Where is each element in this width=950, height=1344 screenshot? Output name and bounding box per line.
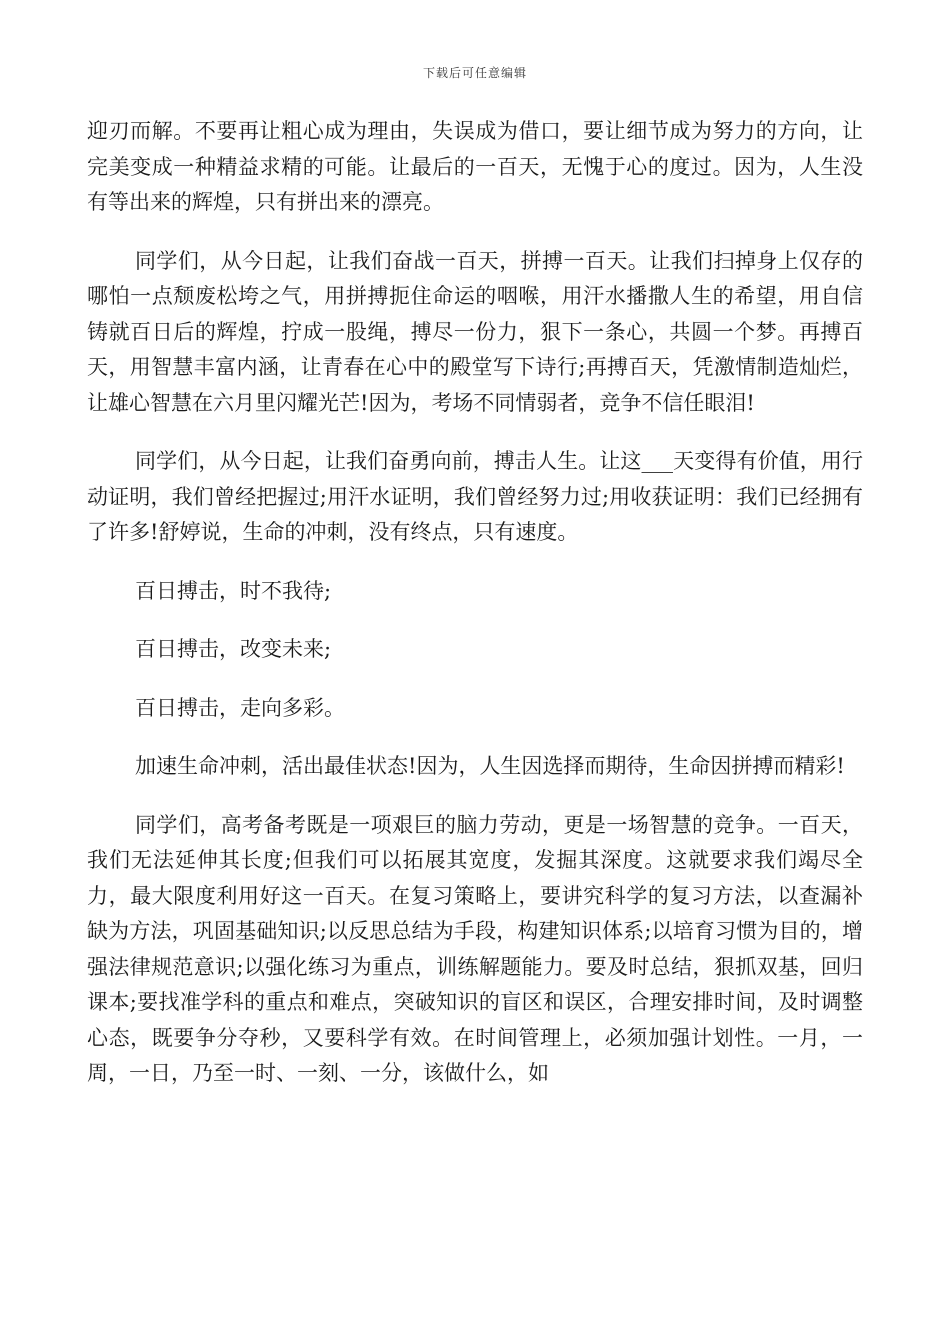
- slogan-line-3: 百日搏击，走向多彩。: [135, 695, 345, 720]
- body-text: [87, 114, 863, 1115]
- paragraph-accelerate: 加速生命冲刺，活出最佳状态!因为，人生因选择而期待，生命因拼搏而精彩!: [135, 754, 845, 778]
- header-note: 下载后可任意编辑: [422, 66, 527, 80]
- slogan-line-2: 百日搏击，改变未来;: [135, 637, 332, 661]
- paragraph-continuation: 迎刃而解。不要再让粗心成为理由，失误成为借口，要让细节成为努力的方向，让完美变成一种精益求精的可能。让最后的一百天，无愧于心的度过。因为，人生没有等出来的辉煌，只有拼出来的漂亮。: [87, 119, 863, 214]
- paragraph-forge-ahead: 同学们，从今日起，让我们奋勇向前，搏击人生。让这___天变得有价值，用行动证明，我们曾经把握过;用汗水证明，我们曾经努力过;用收获证明：我们已经拥有了许多!舒婷说，生命的冲刺，没有终点，只有速度。: [87, 449, 863, 544]
- paragraph-fight-hundred-days: 同学们，从今日起，让我们奋战一百天，拼搏一百天。让我们扫掉身上仅存的哪怕一点颓废松垮之气，用拼搏扼住命运的咽喉，用汗水播撒人生的希望，用自信铸就百日后的辉煌，拧成一股绳，搏尽一份力，狠下一条心，共圆一个梦。再搏百天，用智慧丰富内涵，让青春在心中的殿堂写下诗行;再搏百天，凭激情制造灿烂，让雄心智慧在六月里闪耀光芒!因为，考场不同情弱者，竞争不信任眼泪!: [87, 248, 863, 415]
- slogan-line-1: 百日搏击，时不我待;: [135, 578, 332, 603]
- paragraph-exam-strategy: 同学们，高考备考既是一项艰巨的脑力劳动，更是一场智慧的竞争。一百天，我们无法延伸其长度;但我们可以拓展其宽度，发掘其深度。这就要求我们竭尽全力，最大限度利用好这一百天。在复习策略上，要讲究科学的复习方法，以查漏补缺为方法，巩固基础知识;以反思总结为手段，构建知识体系;以培育习惯为目的，增强法律规范意识;以强化练习为重点，训练解题能力。要及时总结，狠抓双基，回归课本;要找准学科的重点和难点，突破知识的盲区和误区，合理安排时间，及时调整心态，既要争分夺秒，又要科学有效。在时间管理上，必须加强计划性。一月，一周，一日，乃至一时、一刻、一分，该做什么，如: [87, 812, 863, 1085]
